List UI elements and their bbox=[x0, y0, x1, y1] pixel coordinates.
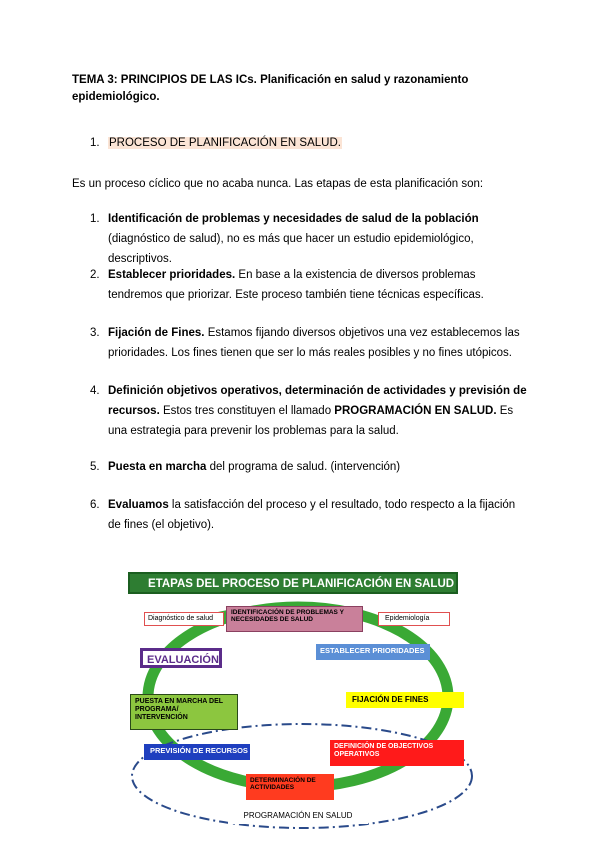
prioridades-box: ESTABLECER PRIORIDADES bbox=[316, 644, 430, 660]
evaluacion-box: EVALUACIÓN bbox=[140, 648, 222, 668]
list-item-bold: PROGRAMACIÓN EN SALUD. bbox=[334, 405, 497, 417]
list-item-text: del programa de salud. (intervención) bbox=[206, 461, 401, 473]
definicion-box: DEFINICIÓN DE OBJECTIVOS OPERATIVOS bbox=[330, 740, 464, 766]
list-item-text: Es una estrategia para prevenir los problemas para la salud. bbox=[108, 405, 514, 437]
list-number: 6. bbox=[90, 499, 100, 511]
list-item-text: (diagnóstico de salud), no es más que hacer un estudio epidemiológico, descriptivos. bbox=[108, 233, 474, 265]
determinacion-box: DETERMINACIÓN DE ACTIVIDADES bbox=[246, 774, 334, 800]
list-item bbox=[90, 323, 530, 363]
list-number: 4. bbox=[90, 385, 100, 397]
list-item bbox=[90, 457, 530, 477]
intro-paragraph: Es un proceso cíclico que no acaba nunca. Las etapas de esta planificación son: bbox=[72, 178, 484, 190]
list-number: 2. bbox=[90, 269, 100, 281]
list-item-bold: Establecer prioridades. bbox=[108, 269, 236, 281]
list-item-text: Estamos fijando diversos objetivos una vez establecemos las prioridades. Los fines tienen que ser lo más reales posibles y no fines utópicos. bbox=[108, 327, 520, 359]
document-title: TEMA 3: PRINCIPIOS DE LAS ICs. Planificación en salud y razonamiento epidemiológico. bbox=[72, 74, 469, 103]
epidemiologia-label: Epidemiología bbox=[378, 612, 450, 626]
puesta-en-marcha-box: PUESTA EN MARCHA DEL PROGRAMA/ INTERVENCIÓN bbox=[130, 694, 238, 730]
section-title: PROCESO DE PLANIFICACIÓN EN SALUD. bbox=[109, 137, 341, 149]
diagram-header: ETAPAS DEL PROCESO DE PLANIFICACIÓN EN SALUD bbox=[128, 572, 458, 594]
list-item-bold: Puesta en marcha bbox=[108, 461, 207, 473]
list-item-bold: Fijación de Fines. bbox=[108, 327, 205, 339]
diagnostico-label: Diagnóstico de salud bbox=[144, 612, 224, 626]
identificacion-box: IDENTIFICACIÓN DE PROBLEMAS Y NECESIDADES DE SALUD bbox=[226, 606, 363, 632]
list-item-bold: Identificación de problemas y necesidades de salud de la población bbox=[108, 213, 479, 225]
prevision-box: PREVISIÓN DE RECURSOS bbox=[144, 744, 250, 760]
list-number: 3. bbox=[90, 327, 100, 339]
list-item-text: Estos tres constituyen el llamado bbox=[159, 405, 335, 417]
section-number: 1. bbox=[90, 137, 100, 149]
list-item bbox=[90, 381, 530, 441]
fijacion-box: FIJACIÓN DE FINES bbox=[346, 692, 464, 708]
list-item-bold: Evaluamos bbox=[108, 499, 169, 511]
list-item-text: En base a la existencia de diversos problemas tendremos que priorizar. Este proceso también tiene técnicas específicas. bbox=[108, 269, 484, 301]
list-number: 1. bbox=[90, 213, 100, 225]
list-item-bold: Definición objetivos operativos, determinación de actividades y previsión de recursos. bbox=[108, 385, 527, 417]
programacion-label: PROGRAMACIÓN EN SALUD bbox=[228, 810, 368, 824]
list-item bbox=[90, 265, 530, 305]
planning-stages-diagram bbox=[120, 562, 480, 834]
list-number: 5. bbox=[90, 461, 100, 473]
section-heading bbox=[90, 136, 342, 151]
list-item-text: la satisfacción del proceso y el resultado, todo respecto a la fijación de fines (el objetivo). bbox=[108, 499, 516, 531]
list-item bbox=[90, 209, 530, 269]
list-item bbox=[90, 495, 530, 535]
